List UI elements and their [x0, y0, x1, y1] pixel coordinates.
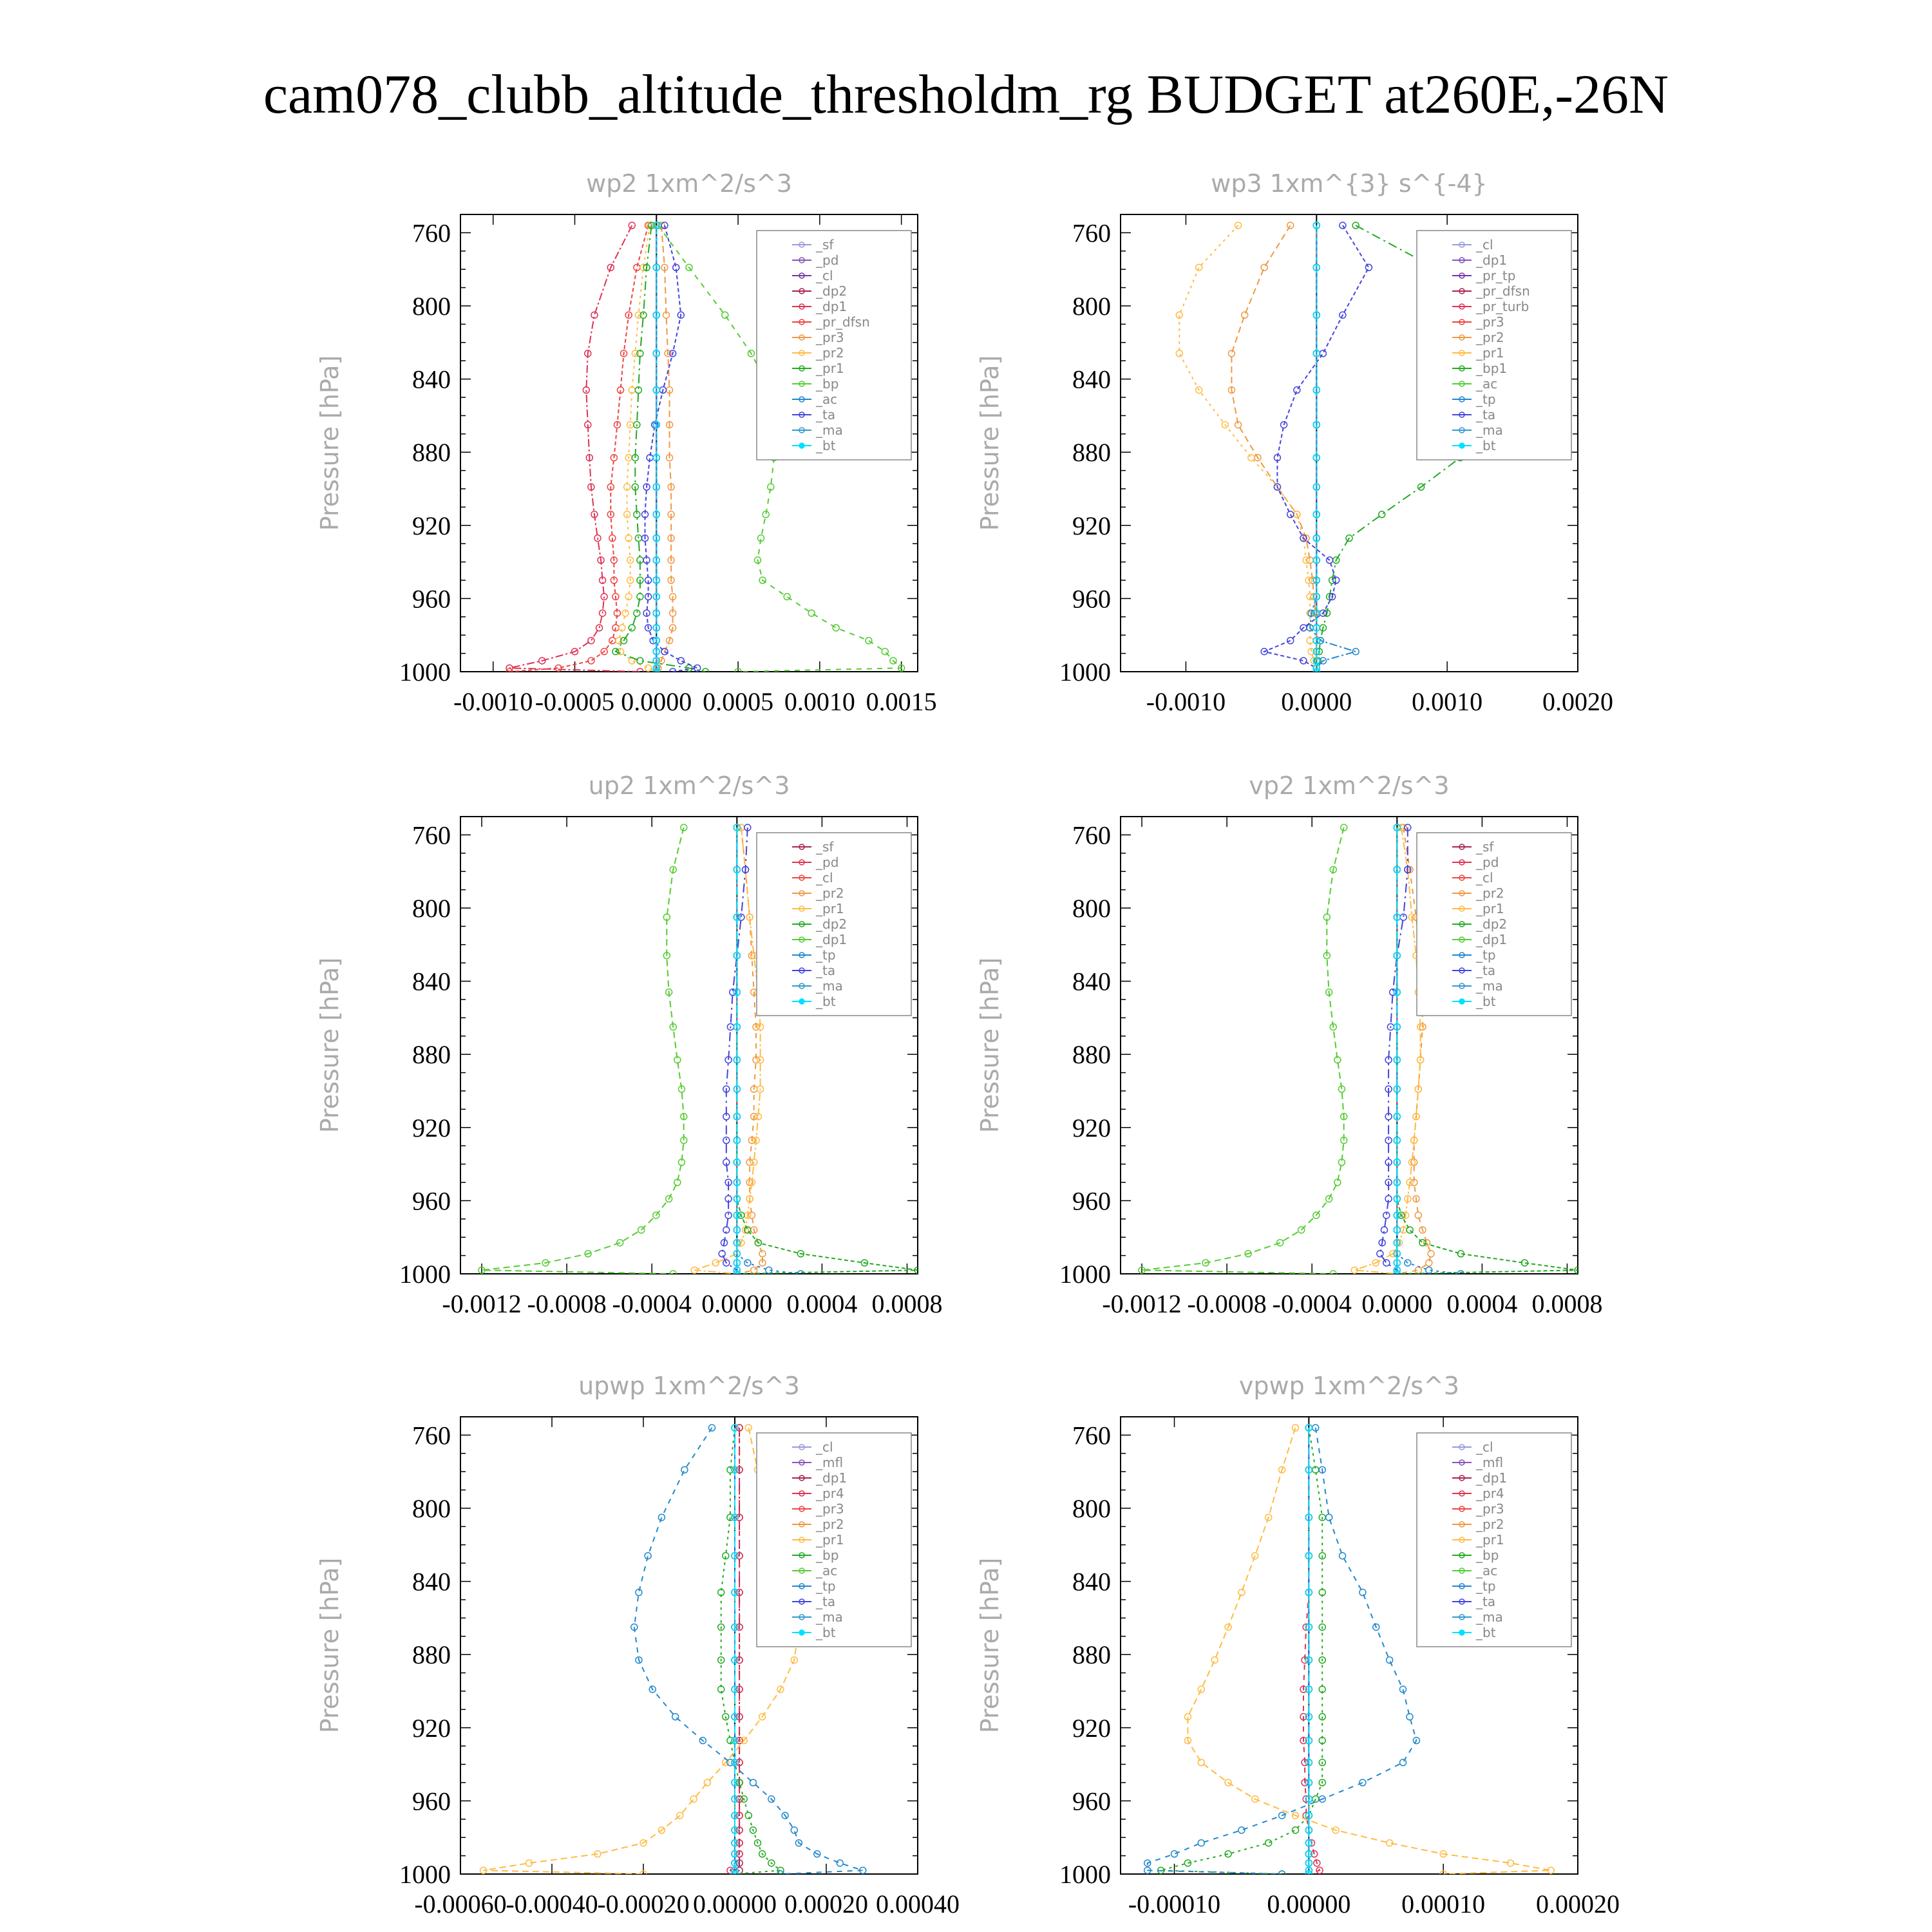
y-tick-label: 880 [1072, 1640, 1111, 1670]
legend-entry: _bt [816, 994, 836, 1009]
data-point [1359, 1589, 1366, 1596]
x-tick-label: 0.00040 [876, 1889, 960, 1918]
data-point [1171, 1851, 1178, 1857]
legend-entry: _pr2 [816, 886, 844, 901]
y-tick-label: 840 [412, 365, 451, 394]
y-tick-label: 880 [1072, 1040, 1111, 1070]
x-tick-label: 0.0004 [1446, 1289, 1518, 1318]
y-tick-label: 1000 [1059, 1860, 1111, 1889]
series-line-bp [1161, 1428, 1323, 1874]
legend-entry: _sf [816, 839, 834, 855]
x-tick-label: 0.0000 [701, 1289, 773, 1318]
data-point [583, 387, 589, 393]
legend-entry: _sf [1476, 839, 1494, 855]
legend-entry: _cl [816, 870, 833, 886]
data-point [837, 1860, 843, 1866]
y-tick-label: 840 [412, 967, 451, 996]
y-tick-label: 760 [1072, 1421, 1111, 1450]
data-point [690, 1796, 697, 1803]
x-tick-label: 0.0004 [786, 1289, 858, 1318]
legend-entry: _tp [816, 1578, 836, 1594]
x-tick-label: 0.00000 [1267, 1889, 1351, 1918]
data-point [1365, 264, 1372, 270]
y-tick-label: 760 [412, 1421, 451, 1450]
data-point [1406, 1227, 1413, 1233]
legend-entry: _ac [1476, 1563, 1498, 1578]
y-tick-label: 800 [412, 292, 451, 321]
y-tick-label: 800 [412, 894, 451, 923]
y-tick-label: 920 [412, 1713, 451, 1743]
series-line-pr1 [1179, 225, 1316, 672]
x-tick-label: 0.0008 [871, 1289, 943, 1318]
data-point [1406, 1714, 1413, 1720]
legend-entry: _bt [1476, 994, 1496, 1009]
legend-entry: _pr3 [816, 1501, 844, 1517]
data-point [751, 1267, 757, 1273]
series-line-ta [1380, 828, 1408, 1274]
x-tick-label: -0.0008 [527, 1289, 607, 1318]
data-point [750, 1779, 756, 1786]
data-point [1248, 455, 1255, 461]
legend-entry: _dp1 [816, 932, 848, 947]
y-axis-label: Pressure [hPa] [316, 355, 344, 531]
y-tick-label: 960 [412, 1186, 451, 1216]
data-point [722, 312, 728, 318]
y-tick-label: 800 [1072, 1494, 1111, 1523]
legend-entry: _ma [816, 1609, 843, 1625]
y-tick-label: 1000 [1059, 658, 1111, 687]
legend-entry: _sf [816, 237, 834, 252]
legend-entry: _pr1 [1476, 345, 1504, 361]
legend-entry: _dp1 [1476, 932, 1508, 947]
data-point [681, 1466, 688, 1473]
legend-entry: _ma [1476, 422, 1503, 438]
legend-marker [1459, 999, 1464, 1004]
data-point [1428, 1251, 1434, 1257]
legend-entry: _pr_tp [1476, 268, 1516, 283]
data-point [677, 658, 684, 664]
y-tick-label: 880 [412, 438, 451, 468]
x-tick-label: 0.0010 [1412, 687, 1483, 716]
legend-entry: _pr1 [816, 361, 844, 376]
series-line-ta [645, 225, 697, 672]
y-axis-label: Pressure [hPa] [976, 355, 1004, 531]
legend-entry: _ta [1476, 407, 1496, 422]
data-point [784, 594, 790, 600]
legend-entry: _pr3 [1476, 314, 1504, 330]
legend-entry: _pr3 [816, 330, 844, 345]
legend-entry: _pr2 [1476, 886, 1504, 901]
data-point [629, 625, 635, 631]
data-point [1294, 387, 1300, 393]
legend-entry: _tp [1476, 947, 1496, 963]
data-point [588, 638, 594, 644]
y-tick-label: 960 [1072, 584, 1111, 614]
data-point [1326, 1514, 1332, 1520]
series-line-dp1 [482, 828, 684, 1274]
data-point [1385, 1137, 1392, 1144]
legend-entry: _tp [1476, 392, 1496, 407]
y-tick-label: 840 [1072, 365, 1111, 394]
series-line-pr1 [616, 225, 706, 672]
y-tick-label: 800 [1072, 894, 1111, 923]
legend-entry: _pr_dfsn [1476, 283, 1530, 299]
y-tick-label: 760 [412, 820, 451, 850]
panel-title: upwp 1xm^2/s^3 [578, 1372, 800, 1400]
data-point [1400, 1759, 1406, 1766]
legend-entry: _ta [1476, 963, 1496, 978]
y-tick-label: 1000 [399, 1860, 451, 1889]
x-tick-label: -0.00010 [1128, 1889, 1221, 1918]
legend-entry: _ma [1476, 978, 1503, 994]
legend-entry: _bt [816, 438, 836, 453]
legend-entry: _bp [816, 376, 839, 392]
x-tick-label: -0.0008 [1187, 1289, 1267, 1318]
series-line-tp [1148, 1428, 1417, 1874]
legend-marker [799, 443, 804, 448]
data-point [1228, 350, 1235, 357]
y-tick-label: 1000 [1059, 1260, 1111, 1289]
legend-entry: _dp1 [816, 1470, 848, 1486]
series-line-dp1 [1142, 828, 1344, 1274]
x-tick-label: -0.00040 [506, 1889, 598, 1918]
data-point [1242, 312, 1248, 318]
y-tick-label: 960 [1072, 1186, 1111, 1216]
data-point [1320, 350, 1326, 357]
panel-title: vpwp 1xm^2/s^3 [1238, 1372, 1460, 1400]
x-tick-label: -0.0010 [453, 687, 533, 716]
y-tick-label: 880 [412, 1040, 451, 1070]
y-tick-label: 880 [412, 1640, 451, 1670]
panel-4 [976, 772, 1602, 1318]
legend-entry: _pr_dfsn [816, 314, 870, 330]
series-line-ta [722, 828, 748, 1274]
x-tick-label: 0.0008 [1531, 1289, 1603, 1318]
legend-entry: _pd [816, 855, 839, 870]
panel-3 [316, 772, 942, 1318]
legend-entry: _ta [1476, 1594, 1496, 1609]
series-line-dp1 [735, 1428, 739, 1874]
legend-entry: _cl [1476, 870, 1493, 886]
data-point [882, 649, 888, 655]
legend-entry: _ta [816, 963, 836, 978]
x-tick-label: 0.0010 [784, 687, 855, 716]
x-tick-label: -0.0005 [535, 687, 615, 716]
data-point [1377, 1251, 1383, 1257]
x-tick-label: -0.00060 [414, 1889, 507, 1918]
data-point [1198, 1840, 1204, 1846]
legend-entry: _cl [816, 268, 833, 283]
y-tick-label: 960 [412, 1786, 451, 1816]
legend-marker [1459, 1630, 1464, 1635]
legend-entry: _ma [816, 422, 843, 438]
legend-entry: _pr4 [1476, 1486, 1504, 1501]
legend-entry: _pr1 [816, 1532, 844, 1548]
panel-1 [316, 169, 937, 716]
y-tick-label: 760 [412, 218, 451, 248]
x-tick-label: 0.00020 [1536, 1889, 1620, 1918]
legend-entry: _cl [1476, 237, 1493, 252]
legend-entry: _tp [1476, 1578, 1496, 1594]
legend-entry: _cl [1476, 1439, 1493, 1455]
x-tick-label: 0.0020 [1542, 687, 1613, 716]
series-line-pr2 [1231, 225, 1316, 672]
legend-entry: _bp [1476, 1548, 1499, 1563]
figure-title: cam078_clubb_altitude_thresholdm_rg BUDGET at260E,-26N [263, 63, 1669, 125]
legend-entry: _pr2 [816, 1517, 844, 1532]
x-tick-label: 0.0015 [866, 687, 937, 716]
legend-entry: _mfl [1476, 1455, 1504, 1470]
legend-entry: _bt [816, 1625, 836, 1640]
data-point [1176, 350, 1182, 357]
x-tick-label: 0.0000 [1361, 1289, 1433, 1318]
data-point [745, 1812, 752, 1819]
data-point [1196, 264, 1202, 270]
data-point [866, 638, 872, 644]
x-tick-label: -0.0004 [612, 1289, 692, 1318]
data-point [723, 1137, 730, 1144]
y-tick-label: 840 [1072, 967, 1111, 996]
legend-entry: _pr4 [816, 1486, 844, 1501]
legend-entry: _bt [1476, 438, 1496, 453]
data-point [704, 1779, 710, 1786]
y-tick-label: 760 [1072, 820, 1111, 850]
legend-entry: _bp [816, 1548, 839, 1563]
x-tick-label: -0.0010 [1146, 687, 1226, 716]
legend-entry: _pr1 [1476, 901, 1504, 916]
x-tick-label: 0.0005 [703, 687, 774, 716]
legend-entry: _ma [816, 978, 843, 994]
legend-entry: _ac [816, 392, 838, 407]
data-point [1261, 264, 1267, 270]
x-tick-label: -0.0004 [1272, 1289, 1352, 1318]
panel-title: wp3 1xm^{3} s^{-4} [1211, 169, 1488, 198]
legend-entry: _pd [1476, 855, 1499, 870]
legend-entry: _pd [816, 252, 839, 268]
data-point [645, 665, 652, 671]
legend-entry: _dp1 [1476, 252, 1508, 268]
data-point [1198, 1759, 1204, 1766]
series-line-dp1 [509, 225, 640, 672]
legend-entry: _ta [816, 407, 836, 422]
legend-entry: _ac [816, 1563, 838, 1578]
legend-entry: _cl [816, 1439, 833, 1455]
data-point [808, 610, 815, 616]
legend-entry: _pr2 [1476, 330, 1504, 345]
legend-entry: _dp2 [816, 283, 848, 299]
data-point [1265, 1840, 1272, 1846]
data-point [712, 1260, 719, 1266]
legend-marker [799, 999, 804, 1004]
panel-title: wp2 1xm^2/s^3 [586, 169, 792, 198]
data-point [759, 1251, 766, 1257]
legend-entry: _dp1 [816, 299, 848, 314]
x-tick-label: 0.00020 [784, 1889, 868, 1918]
legend-entry: _pr2 [1476, 1517, 1504, 1532]
data-point [1238, 1827, 1245, 1833]
x-tick-label: -0.0012 [1102, 1289, 1182, 1318]
data-point [791, 1827, 797, 1833]
x-tick-label: 0.0000 [1281, 687, 1352, 716]
y-tick-label: 840 [412, 1567, 451, 1596]
y-tick-label: 880 [1072, 438, 1111, 468]
panel-5 [316, 1372, 960, 1918]
legend-entry: _pr2 [816, 345, 844, 361]
data-point [672, 1714, 679, 1720]
data-point [1379, 511, 1385, 518]
x-tick-label: -0.00020 [597, 1889, 690, 1918]
data-point [751, 1159, 757, 1166]
panel-title: vp2 1xm^2/s^3 [1249, 772, 1450, 800]
data-point [1238, 1589, 1245, 1596]
legend-entry: _tp [816, 947, 836, 963]
y-tick-label: 760 [1072, 218, 1111, 248]
y-tick-label: 920 [1072, 1113, 1111, 1142]
data-point [1387, 1657, 1393, 1663]
y-axis-label: Pressure [hPa] [316, 1557, 344, 1734]
y-tick-label: 920 [412, 511, 451, 540]
y-axis-label: Pressure [hPa] [976, 957, 1004, 1133]
y-tick-label: 1000 [399, 1260, 451, 1289]
legend-entry: _mfl [816, 1455, 844, 1470]
x-tick-label: 0.0000 [621, 687, 692, 716]
data-point [1292, 1827, 1298, 1833]
legend-entry: _dp1 [1476, 1470, 1508, 1486]
series-line-pr3 [656, 225, 672, 672]
legend-entry: _ta [816, 1594, 836, 1609]
x-tick-label: 0.00010 [1401, 1889, 1486, 1918]
y-tick-label: 800 [1072, 292, 1111, 321]
series-line-pr1 [694, 828, 760, 1274]
legend-entry: _pr1 [1476, 1532, 1504, 1548]
legend-entry: _bt [1476, 1625, 1496, 1640]
legend-entry: _pr1 [816, 901, 844, 916]
panel-2 [976, 169, 1613, 716]
data-point [1211, 1657, 1218, 1663]
y-tick-label: 800 [412, 1494, 451, 1523]
y-tick-label: 960 [1072, 1786, 1111, 1816]
legend-entry: _pr_turb [1476, 299, 1530, 314]
legend-entry: _ma [1476, 1609, 1503, 1625]
y-tick-label: 840 [1072, 1567, 1111, 1596]
legend-entry: _dp2 [816, 916, 848, 932]
y-tick-label: 920 [412, 1113, 451, 1142]
legend-entry: _dp2 [1476, 916, 1508, 932]
legend-entry: _pr3 [1476, 1501, 1504, 1517]
panel-title: up2 1xm^2/s^3 [588, 772, 790, 800]
y-tick-label: 920 [1072, 1713, 1111, 1743]
y-axis-label: Pressure [hPa] [976, 1557, 1004, 1734]
legend-marker [799, 1630, 804, 1635]
panel-grid [316, 169, 1620, 1918]
legend-entry: _bp1 [1476, 361, 1508, 376]
data-point [1340, 1553, 1346, 1559]
x-tick-label: 0.00000 [693, 1889, 777, 1918]
data-point [833, 625, 839, 631]
y-tick-label: 1000 [399, 658, 451, 687]
data-point [1352, 649, 1359, 655]
y-tick-label: 960 [412, 584, 451, 614]
y-axis-label: Pressure [hPa] [316, 957, 344, 1133]
series-line-pr1 [484, 1428, 799, 1874]
data-point [658, 1514, 665, 1520]
x-tick-label: -0.0012 [442, 1289, 522, 1318]
data-point [1383, 1260, 1390, 1266]
legend-entry: _ac [1476, 376, 1498, 392]
series-line-pr4 [1303, 1428, 1320, 1874]
panel-6 [976, 1372, 1620, 1918]
y-tick-label: 920 [1072, 511, 1111, 540]
legend-marker [1459, 443, 1464, 448]
